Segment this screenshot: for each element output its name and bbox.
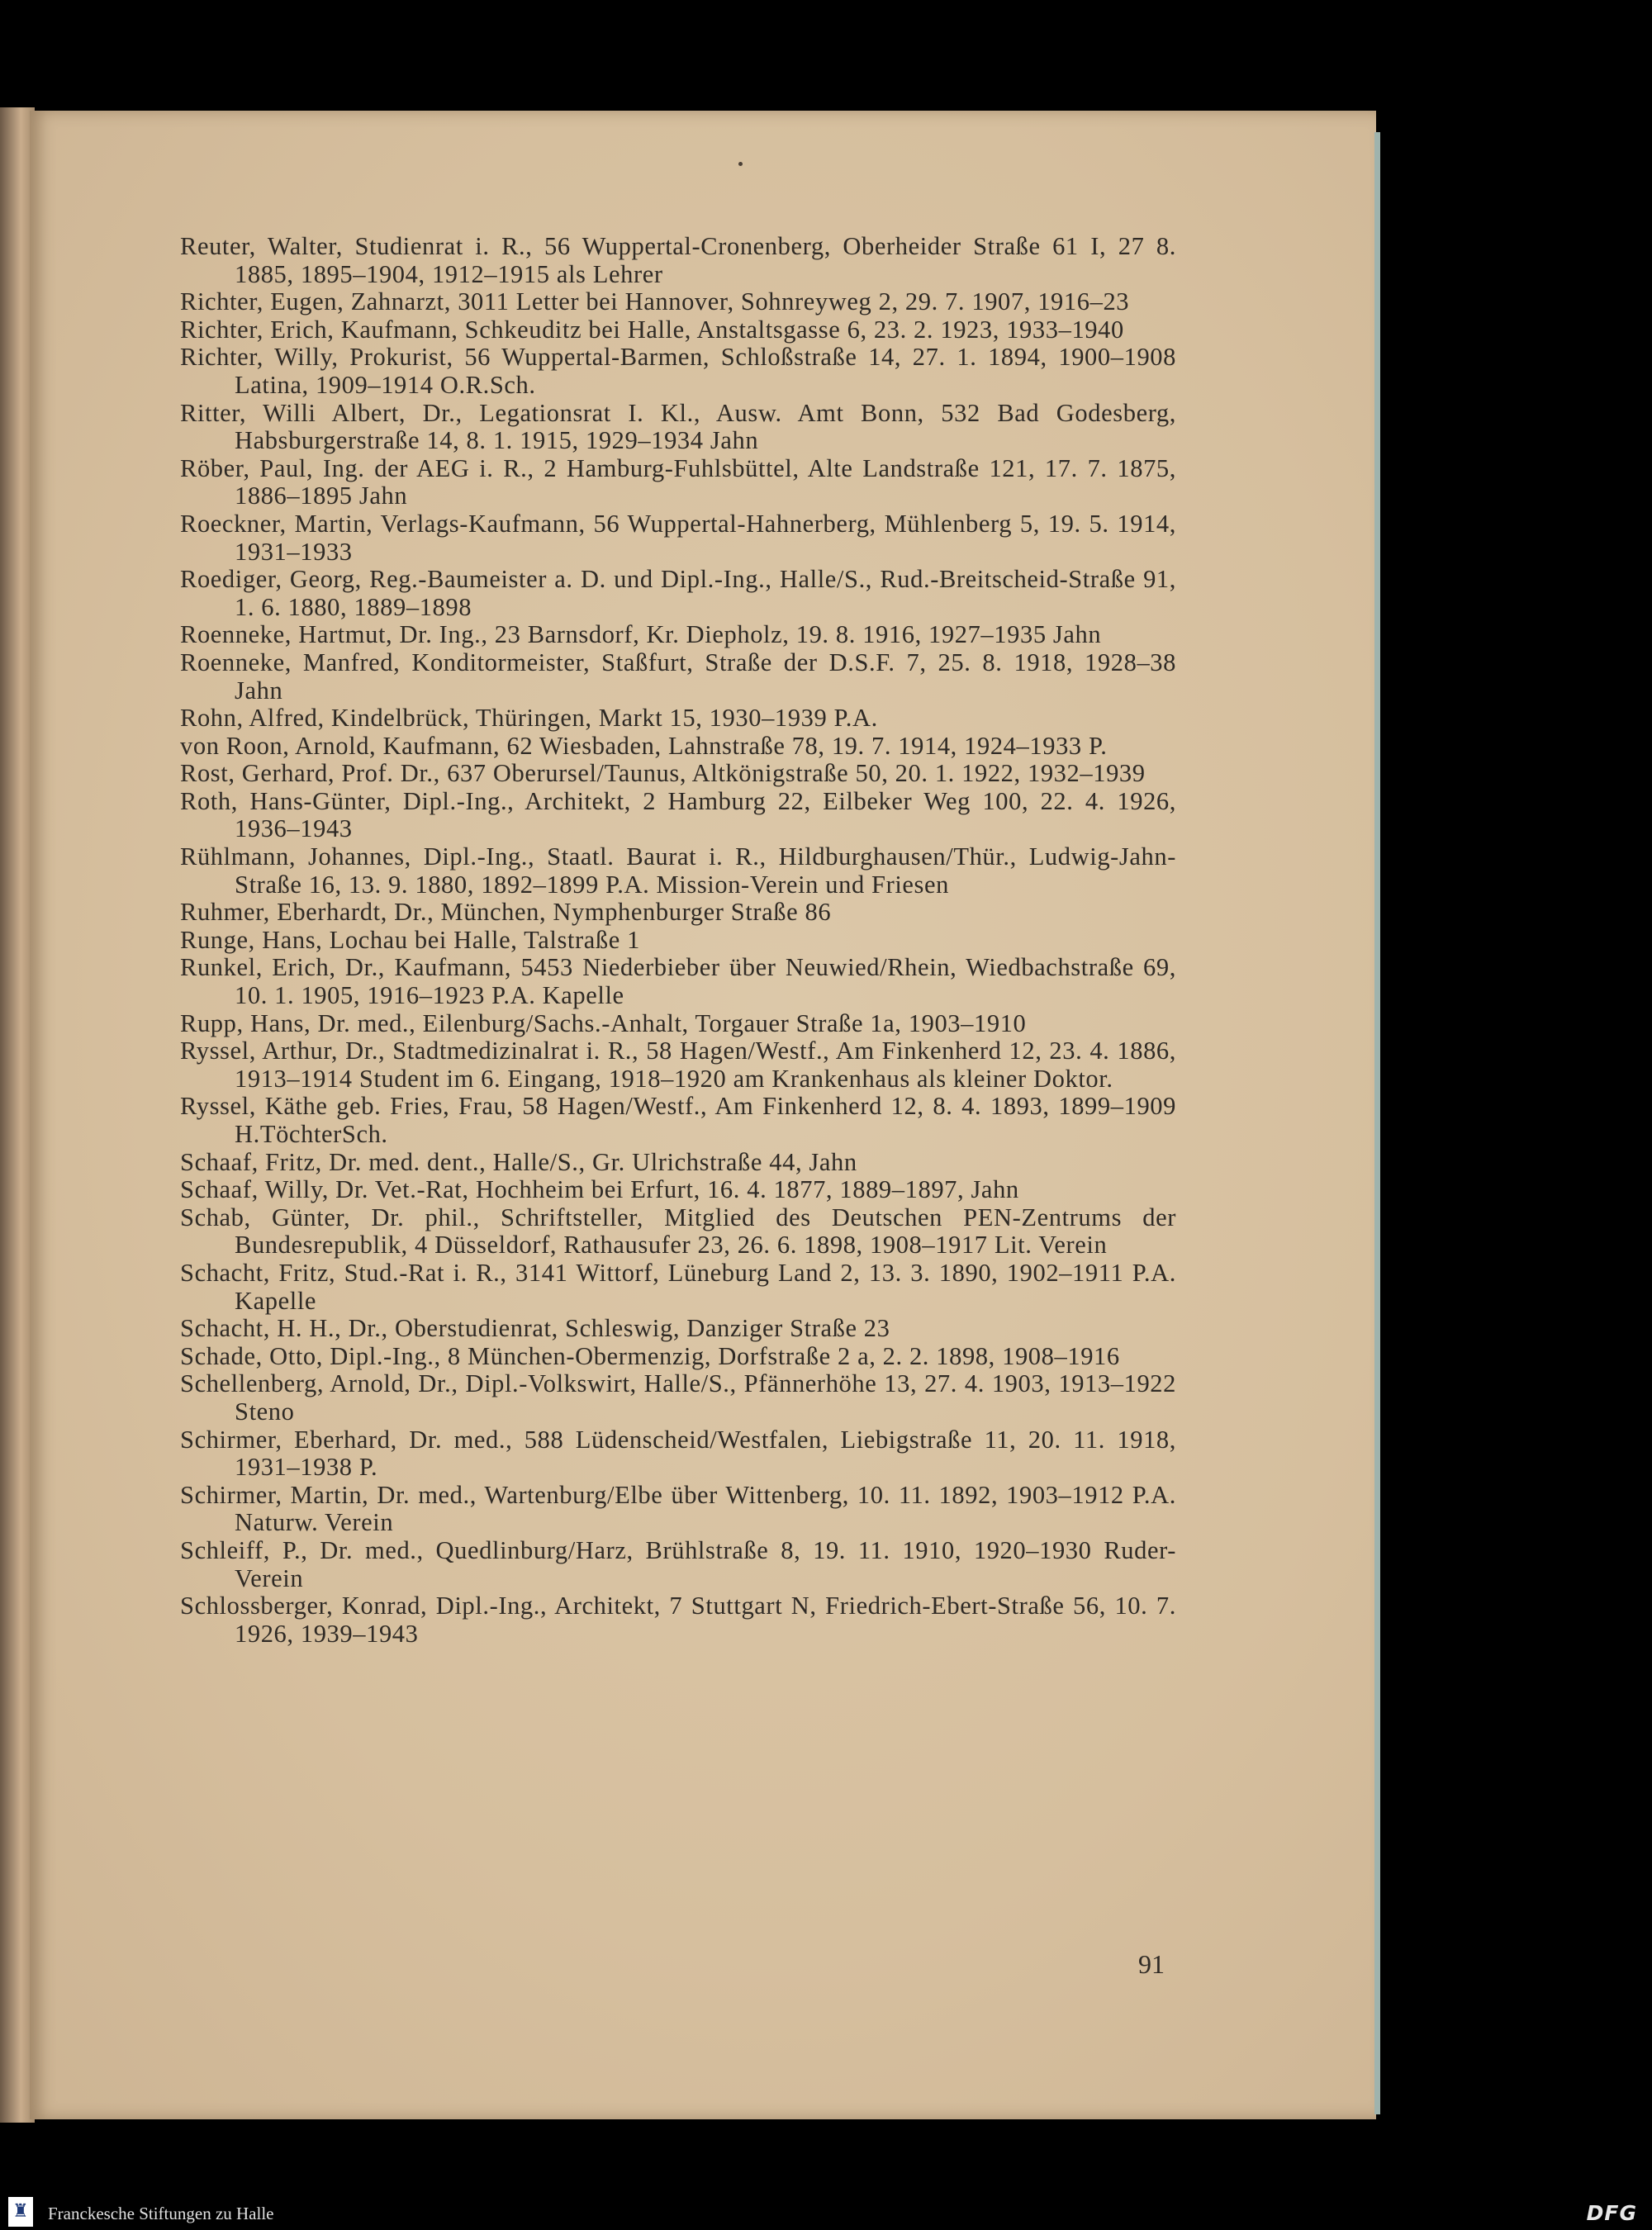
- page-number: 91: [1138, 1949, 1165, 1979]
- page-edge: [1374, 132, 1380, 2114]
- list-entry: Rost, Gerhard, Prof. Dr., 637 Oberursel/Taunus, Altkönigstraße 50, 20. 1. 1922, 1932–1939: [180, 759, 1146, 788]
- list-entry: Ryssel, Arthur, Dr., Stadtmedizinalrat i. R., 58 Hagen/Westf., Am Finkenherd 12, 23. 4. 1886, 1913–1914 Student im 6. Eingang, 1918–1920 am Krankenhaus als kleiner Doktor.: [180, 1037, 1176, 1093]
- list-entry: Richter, Erich, Kaufmann, Schkeuditz bei Halle, Anstaltsgasse 6, 23. 2. 1923, 1933–1940: [180, 315, 1124, 344]
- list-entry: Schellenberg, Arnold, Dr., Dipl.-Volkswirt, Halle/S., Pfännerhöhe 13, 27. 4. 1903, 1913–1922 Steno: [180, 1369, 1176, 1426]
- list-entry: Schade, Otto, Dipl.-Ing., 8 München-Obermenzig, Dorfstraße 2 a, 2. 2. 1898, 1908–1916: [180, 1341, 1120, 1370]
- list-entry: Schirmer, Martin, Dr. med., Wartenburg/Elbe über Wittenberg, 10. 11. 1892, 1903–1912 P.A. Naturw. Verein: [180, 1480, 1176, 1537]
- list-entry: Ruhmer, Eberhardt, Dr., München, Nymphenburger Straße 86: [180, 898, 832, 927]
- list-entry: Schirmer, Eberhard, Dr. med., 588 Lüdenscheid/Westfalen, Liebigstraße 11, 20. 11. 1918, 1931–1938 P.: [180, 1425, 1176, 1482]
- list-entry: Roenneke, Hartmut, Dr. Ing., 23 Barnsdorf, Kr. Diepholz, 19. 8. 1916, 1927–1935 Jahn: [180, 620, 1102, 649]
- list-entry: Roeckner, Martin, Verlags-Kaufmann, 56 Wuppertal-Hahnerberg, Mühlenberg 5, 19. 5. 1914, 1931–1933: [180, 509, 1176, 566]
- list-entry: Richter, Eugen, Zahnarzt, 3011 Letter bei Hannover, Sohnreyweg 2, 29. 7. 1907, 1916–23: [180, 287, 1130, 316]
- list-entry: Schacht, Fritz, Stud.-Rat i. R., 3141 Wittorf, Lüneburg Land 2, 13. 3. 1890, 1902–1911 P.A. Kapelle: [180, 1258, 1176, 1315]
- list-entry: Runge, Hans, Lochau bei Halle, Talstraße 1: [180, 925, 640, 954]
- list-entry: von Roon, Arnold, Kaufmann, 62 Wiesbaden, Lahnstraße 78, 19. 7. 1914, 1924–1933 P.: [180, 731, 1108, 760]
- address-list: [180, 233, 1176, 1648]
- viewer-footer: [0, 2197, 1652, 2230]
- speck: [738, 162, 743, 166]
- list-entry: Roenneke, Manfred, Konditormeister, Staßfurt, Straße der D.S.F. 7, 25. 8. 1918, 1928–38 Jahn: [180, 648, 1176, 705]
- institution-name: Franckesche Stiftungen zu Halle: [48, 2204, 274, 2223]
- list-entry: Schlossberger, Konrad, Dipl.-Ing., Architekt, 7 Stuttgart N, Friedrich-Ebert-Straße 56, 10. 7. 1926, 1939–1943: [180, 1592, 1176, 1648]
- list-entry: Richter, Willy, Prokurist, 56 Wuppertal-Barmen, Schloßstraße 14, 27. 1. 1894, 1900–1908 Latina, 1909–1914 O.R.Sch.: [180, 343, 1176, 399]
- list-entry: Schaaf, Willy, Dr. Vet.-Rat, Hochheim bei Erfurt, 16. 4. 1877, 1889–1897, Jahn: [180, 1175, 1019, 1204]
- list-entry: Ritter, Willi Albert, Dr., Legationsrat I. Kl., Ausw. Amt Bonn, 532 Bad Godesberg, Habsburgerstraße 14, 8. 1. 1915, 1929–1934 Jahn: [180, 398, 1176, 455]
- list-entry: Ryssel, Käthe geb. Fries, Frau, 58 Hagen/Westf., Am Finkenherd 12, 8. 4. 1893, 1899–1909 H.TöchterSch.: [180, 1092, 1176, 1148]
- list-entry: Röber, Paul, Ing. der AEG i. R., 2 Hamburg-Fuhlsbüttel, Alte Landstraße 121, 17. 7. 1875, 1886–1895 Jahn: [180, 453, 1176, 510]
- list-entry: Roediger, Georg, Reg.-Baumeister a. D. und Dipl.-Ing., Halle/S., Rud.-Breitscheid-Straße 91, 1. 6. 1880, 1889–1898: [180, 565, 1176, 621]
- list-entry: Schacht, H. H., Dr., Oberstudienrat, Schleswig, Danziger Straße 23: [180, 1314, 890, 1343]
- list-entry: Rupp, Hans, Dr. med., Eilenburg/Sachs.-Anhalt, Torgauer Straße 1a, 1903–1910: [180, 1008, 1027, 1037]
- francke-foundation-logo-icon: ♜: [8, 2197, 33, 2227]
- list-entry: Runkel, Erich, Dr., Kaufmann, 5453 Niederbieber über Neuwied/Rhein, Wiedbachstraße 69, 10. 1. 1905, 1916–1923 P.A. Kapelle: [180, 953, 1176, 1010]
- list-entry: Reuter, Walter, Studienrat i. R., 56 Wuppertal-Cronenberg, Oberheider Straße 61 I, 27 8. 1885, 1895–1904, 1912–1915 als Lehrer: [180, 232, 1176, 288]
- list-entry: Roth, Hans-Günter, Dipl.-Ing., Architekt, 2 Hamburg 22, Eilbeker Weg 100, 22. 4. 1926, 1936–1943: [180, 786, 1176, 843]
- list-entry: Rühlmann, Johannes, Dipl.-Ing., Staatl. Baurat i. R., Hildburghausen/Thür., Ludwig-Jahn-Straße 16, 13. 9. 1880, 1892–1899 P.A. Mission-Verein und Friesen: [180, 842, 1176, 899]
- list-entry: Rohn, Alfred, Kindelbrück, Thüringen, Markt 15, 1930–1939 P.A.: [180, 704, 878, 733]
- dfg-logo: DFG: [1586, 2201, 1637, 2225]
- list-entry: Schaaf, Fritz, Dr. med. dent., Halle/S., Gr. Ulrichstraße 44, Jahn: [180, 1147, 857, 1176]
- list-entry: Schleiff, P., Dr. med., Quedlinburg/Harz, Brühlstraße 8, 19. 11. 1910, 1920–1930 Ruder-Verein: [180, 1535, 1176, 1592]
- list-entry: Schab, Günter, Dr. phil., Schriftsteller, Mitglied des Deutschen PEN-Zentrums der Bundesrepublik, 4 Düsseldorf, Rathausufer 23, 26. 6. 1898, 1908–1917 Lit. Verein: [180, 1203, 1176, 1260]
